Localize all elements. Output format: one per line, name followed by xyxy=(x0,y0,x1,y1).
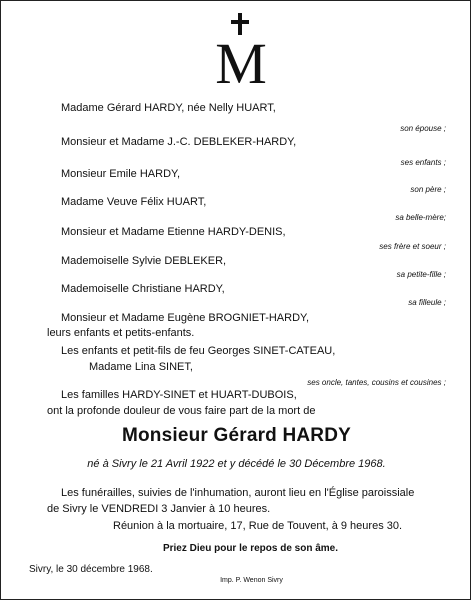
entry-name-5: Monsieur et Madame Etienne HARDY-DENIS, xyxy=(61,226,286,238)
group-line-4: Madame Lina SINET, xyxy=(89,361,193,373)
entry-relation-2: ses enfants ; xyxy=(400,158,446,167)
entry-relation-4: sa belle-mère; xyxy=(395,213,446,222)
group-line-1: Monsieur et Madame Eugène BROGNIET-HARDY, xyxy=(61,312,310,324)
deceased-dates: né à Sivry le 21 Avril 1922 et y décédé le 30 Décembre 1968. xyxy=(87,458,386,470)
group-relation: ses oncle, tantes, cousins et cousines ; xyxy=(307,378,446,387)
entry-relation-6: sa petite-fille ; xyxy=(396,270,446,279)
entry-relation-7: sa filleule ; xyxy=(408,298,446,307)
group-line-2: leurs enfants et petits-enfants. xyxy=(47,327,195,339)
entry-name-3: Monsieur Emile HARDY, xyxy=(61,168,181,180)
entry-name-4: Madame Veuve Félix HUART, xyxy=(61,196,207,208)
entry-name-7: Mademoiselle Christiane HARDY, xyxy=(61,283,225,295)
group-line-6: ont la profonde douleur de vous faire part de la mort de xyxy=(47,405,316,417)
entry-relation-5: ses frère et soeur ; xyxy=(379,242,446,251)
group-line-5: Les familles HARDY-SINET et HUART-DUBOIS, xyxy=(61,389,297,401)
entry-name-6: Mademoiselle Sylvie DEBLEKER, xyxy=(61,255,227,267)
deceased-name: Monsieur Gérard HARDY xyxy=(121,425,352,446)
entry-relation-1: son épouse ; xyxy=(400,124,446,133)
funeral-line-2: de Sivry le VENDREDI 3 Janvier à 10 heures. xyxy=(47,503,271,515)
svg-text:M: M xyxy=(215,31,267,91)
entry-name-1: Madame Gérard HARDY, née Nelly HUART, xyxy=(61,102,276,114)
entry-relation-3: son père ; xyxy=(410,185,446,194)
cross-m-emblem-icon xyxy=(206,13,276,91)
entry-name-2: Monsieur et Madame J.-C. DEBLEKER-HARDY, xyxy=(61,136,297,148)
funeral-line-3: Réunion à la mortuaire, 17, Rue de Touvent, à 9 heures 30. xyxy=(113,520,403,532)
prayer-line: Priez Dieu pour le repos de son âme. xyxy=(162,543,339,554)
funeral-line-1: Les funérailles, suivies de l'inhumation, auront lieu en l'Église paroissiale xyxy=(61,487,415,499)
place-and-date: Sivry, le 30 décembre 1968. xyxy=(29,564,153,575)
group-line-3: Les enfants et petit-fils de feu Georges SINET-CATEAU, xyxy=(61,345,336,357)
printer-credit: Imp. P. Wenon Sivry xyxy=(220,577,283,584)
